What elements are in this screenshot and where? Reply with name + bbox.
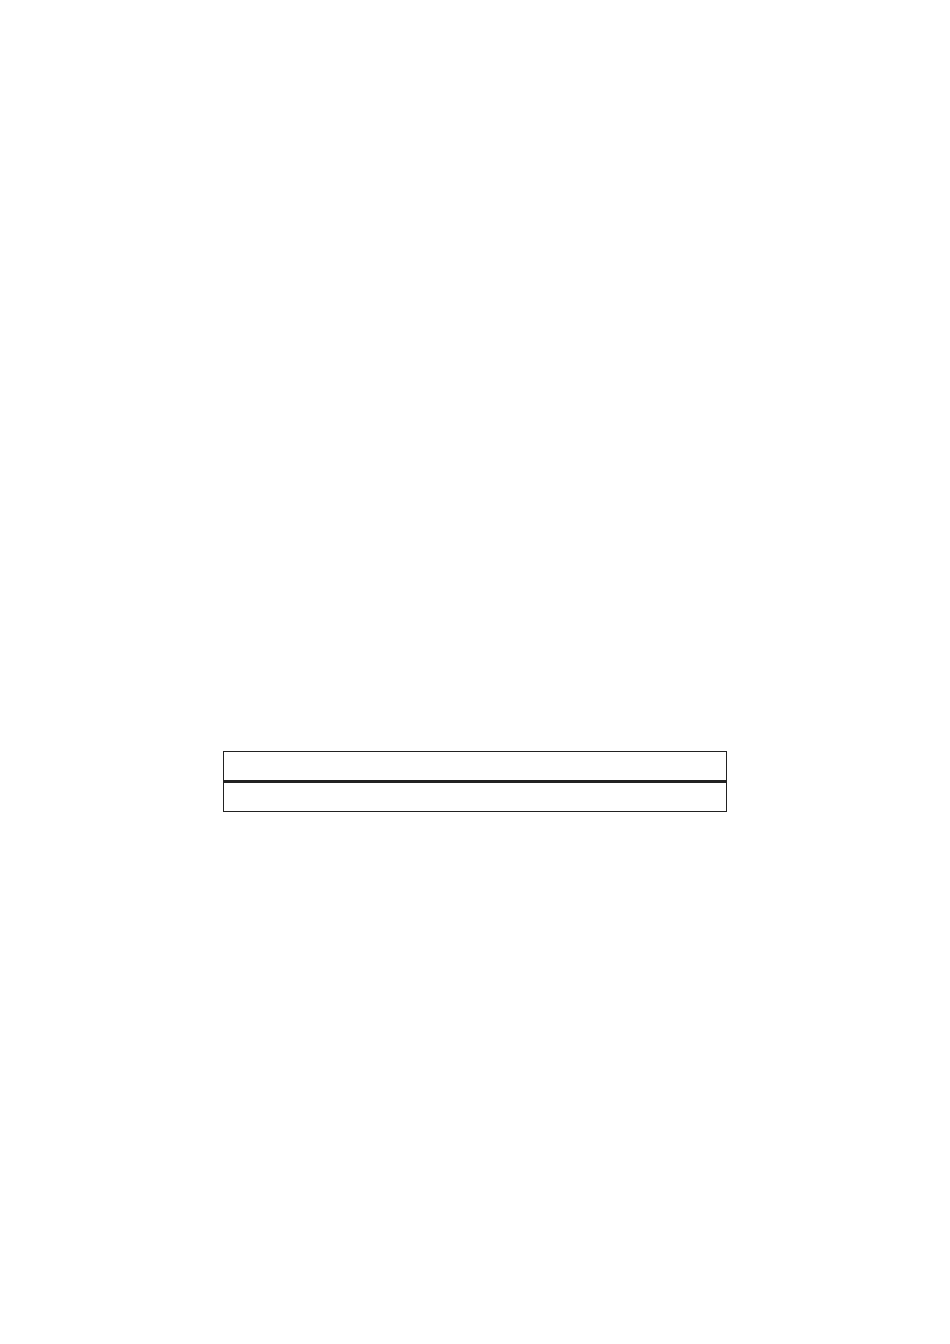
question-12-options	[87, 244, 887, 272]
info-record-table	[223, 751, 727, 812]
table-caption	[224, 752, 727, 781]
section3-dialogue1-instruction	[87, 134, 887, 160]
exam-page-lower	[87, 947, 887, 1085]
question-13	[87, 298, 887, 326]
question-11	[87, 160, 887, 188]
part2-heading	[87, 947, 887, 973]
table-footer	[224, 783, 727, 812]
question-22-answer-line	[87, 1057, 887, 1085]
exam-page	[87, 108, 887, 492]
question-21	[87, 973, 887, 1001]
question-15-options	[87, 438, 887, 466]
question-11-options	[87, 188, 887, 216]
question-21-options	[87, 1001, 887, 1029]
section3-heading	[87, 108, 887, 134]
question-14-options	[87, 382, 887, 410]
question-13-options	[87, 326, 887, 354]
